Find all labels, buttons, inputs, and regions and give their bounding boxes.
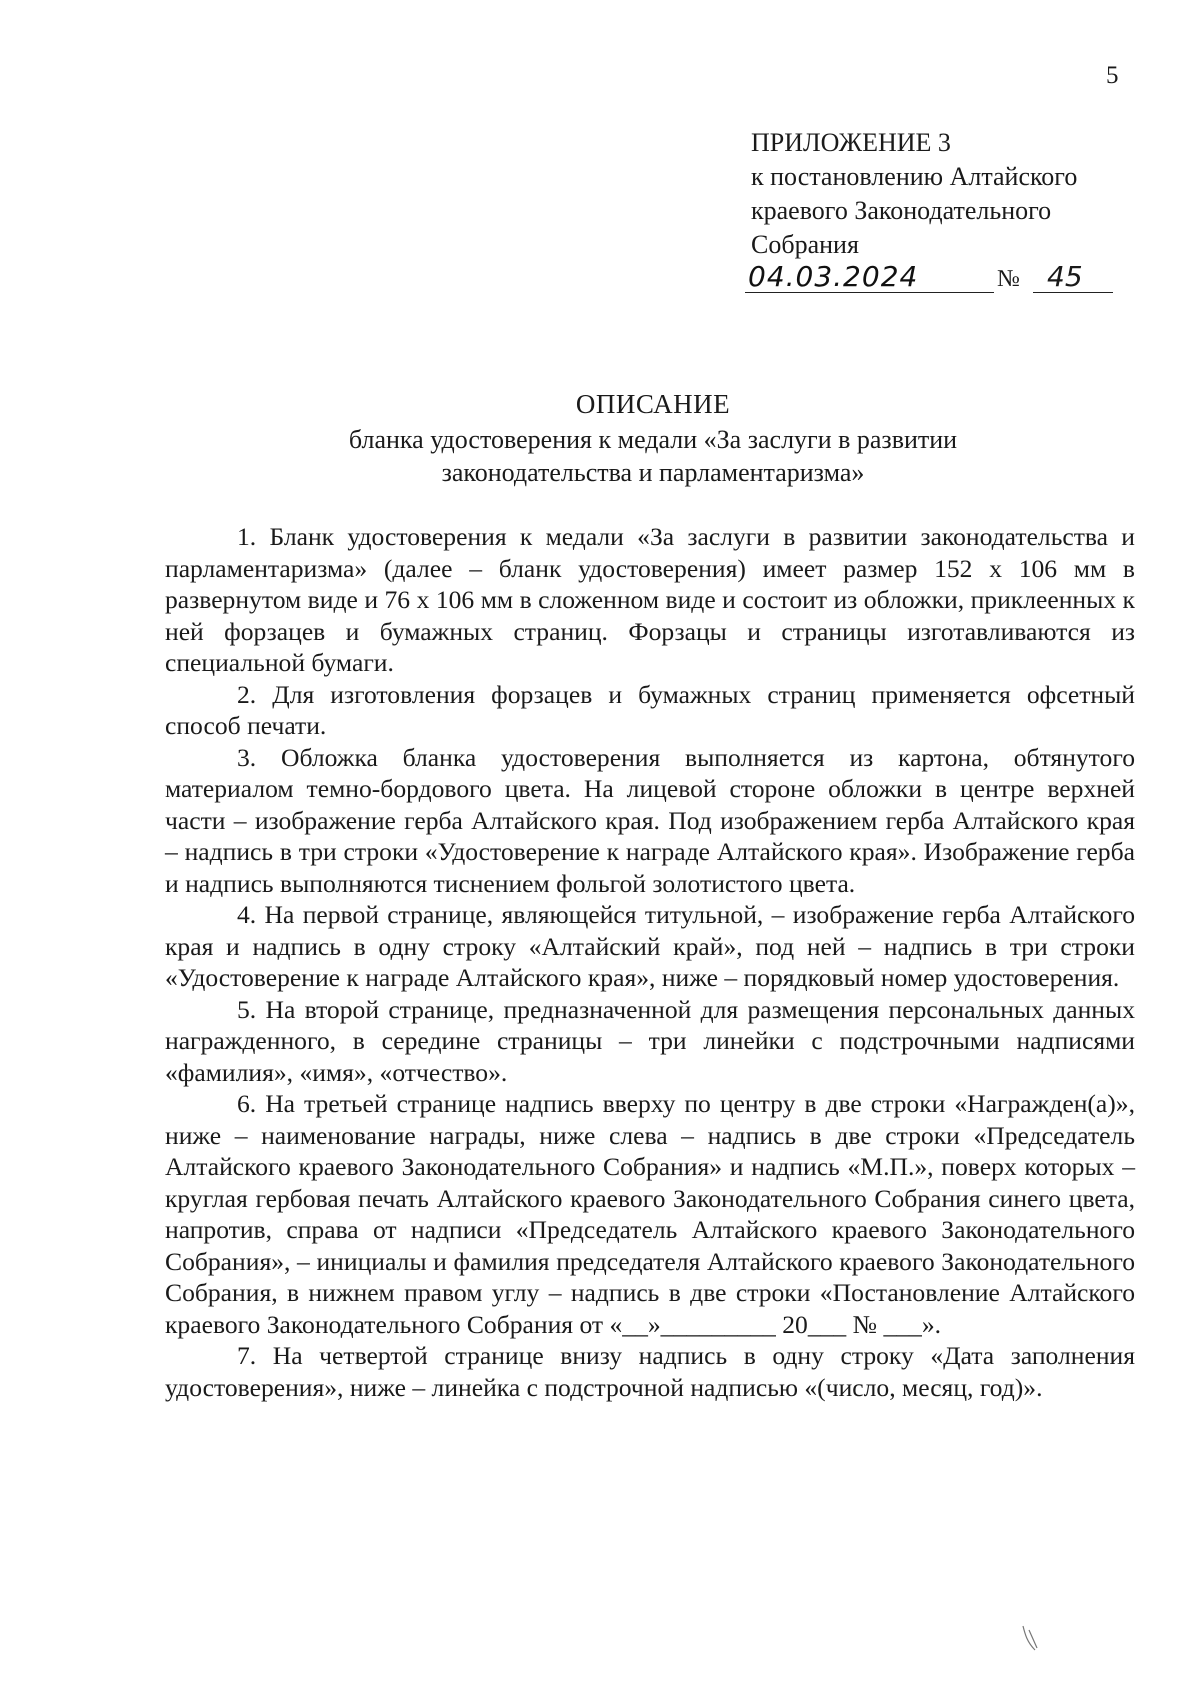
appendix-line: краевого Законодательного [751, 196, 1052, 225]
subtitle-line: законодательства и парламентаризма» [441, 458, 865, 487]
decree-number-handwritten: 45 [1033, 262, 1113, 293]
paragraph-1: 1. Бланк удостоверения к медали «За заслуги в развитии законодательства и парламентаризма» (далее – бланк удостоверения) имеет размер 152 х 106 мм в развернутом виде и 76 х 106 мм в сложенном виде и состоит из обложки, приклеенных к ней форзацев и бумажных страниц. Форзацы и страницы изготавливаются из специальной бумаги. [165, 522, 1135, 677]
paragraph-4: 4. На первой странице, являющейся титульной, – изображение герба Алтайского края и надпись в одну строку «Алтайский край», под ней – надпись в три строки «Удостоверение к награде Алтайского края», ниже – порядковый номер удостоверения. [165, 900, 1135, 992]
decree-date-handwritten: 04.03.2024 [745, 262, 994, 293]
document-body [165, 521, 1135, 1403]
paragraph-3: 3. Обложка бланка удостоверения выполняется из картона, обтянутого материалом темно-бордового цвета. На лицевой стороне обложки в центре верхней части – изображение герба Алтайского края. Под изображением герба Алтайского края – надпись в три строки «Удостоверение к награде Алтайского края». Изображение герба и надпись выполняются тиснением фольгой золотистого цвета. [165, 742, 1135, 898]
subtitle-line: бланка удостоверения к медали «За заслуги в развитии [348, 425, 958, 454]
appendix-header [751, 126, 1077, 262]
scan-mark [1015, 1620, 1055, 1660]
document-title: ОПИСАНИЕ [575, 389, 731, 419]
paragraph-5: 5. На второй странице, предназначенной для размещения персональных данных награжденного, в середине страницы – три линейки с подстрочными надписями «фамилия», «имя», «отчество». [165, 994, 1135, 1087]
page-number: 5 [1106, 62, 1119, 89]
appendix-line: Собрания [751, 230, 859, 259]
document-subtitle [0, 423, 1200, 489]
decree-date-number [745, 262, 1115, 296]
paragraph-2: 2. Для изготовления форзацев и бумажных страниц применяется офсетный способ печати. [165, 679, 1135, 740]
paragraph-7: 7. На четвертой странице внизу надпись в одну строку «Дата заполнения удостоверения», ниже – линейка с подстрочной надписью «(число, месяц, год)». [165, 1341, 1135, 1402]
number-sign: № [997, 266, 1020, 292]
appendix-title: ПРИЛОЖЕНИЕ 3 [751, 128, 951, 157]
appendix-line: к постановлению Алтайского [751, 162, 1078, 191]
paragraph-6: 6. На третьей странице надпись вверху по центру в две строки «Награжден(а)», ниже – наименование награды, ниже слева – надпись в две строки «Председатель Алтайского краевого Законодательного Собрания» и надпись «М.П.», поверх которых – круглая гербовая печать Алтайского краевого Законодательного Собрания синего цвета, напротив, справа от надписи «Председатель Алтайского краевого Законодательного Собрания», – инициалы и фамилия председателя Алтайского краевого Законодательного Собрания, в нижнем правом углу – надпись в две строки «Постановление Алтайского краевого Законодательного Собрания от «__»_________ 20___ № ___». [165, 1089, 1135, 1339]
